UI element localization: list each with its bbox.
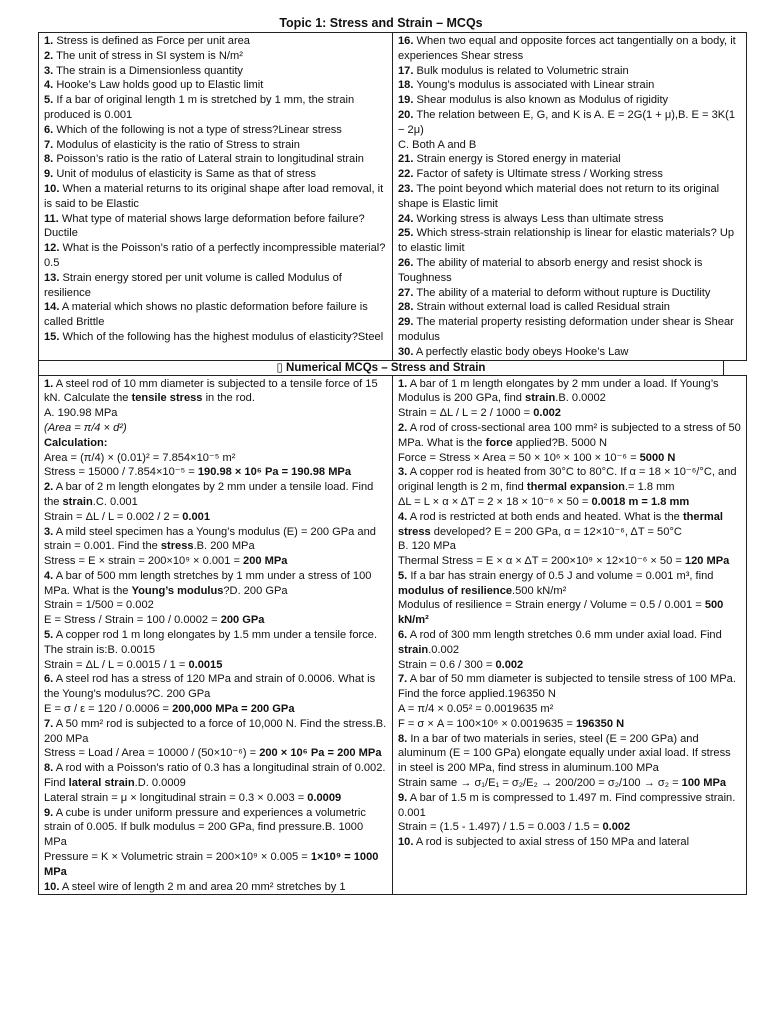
- question-item: [44, 300, 387, 330]
- question-number: 25.: [398, 227, 414, 240]
- numerical-line: [44, 525, 387, 555]
- numerical-line: [398, 539, 741, 554]
- question-text: Strain without external load is called Residual strain: [416, 301, 670, 314]
- numerical-line: [44, 465, 387, 480]
- numerical-line: [398, 717, 741, 732]
- bold-text: 4.: [398, 510, 408, 523]
- numerical-line: [44, 510, 387, 525]
- question-text: Modulus of elasticity is the ratio of Stress to strain: [56, 138, 300, 151]
- question-item: [398, 315, 741, 345]
- text-segment: .= 1.8 mm: [624, 481, 675, 494]
- text-segment: ΔL = L × α × ΔT = 2 × 18 × 10⁻⁶ × 50 =: [398, 495, 592, 508]
- text-segment: A rod of 300 mm length stretches 0.6 mm under axial load. Find: [407, 629, 722, 642]
- question-number: 9.: [44, 168, 54, 181]
- bold-text: strain: [525, 392, 556, 405]
- bold-text: 500 kN/m²: [398, 599, 724, 627]
- numerical-line: [44, 672, 387, 702]
- numerical-line: [44, 850, 387, 880]
- question-number: 19.: [398, 94, 414, 107]
- question-text: Strain energy stored per unit volume is called Modulus of resilience: [44, 271, 342, 299]
- question-item: [398, 34, 741, 64]
- text-segment: Force = Stress × Area = 50 × 10⁶ × 100 × 10⁻⁶ =: [398, 451, 640, 464]
- text-segment: A bar of 1 m length elongates by 2 mm under a load. If Young’s Modulus is 200 GPa, find: [398, 377, 719, 405]
- question-item: [44, 138, 387, 153]
- numerical-line: [398, 569, 741, 599]
- bold-text: 0.002: [533, 407, 561, 420]
- numerical-left-column: [39, 375, 393, 895]
- numerical-line: [44, 791, 387, 806]
- question-text: Bulk modulus is related to Volumetric strain: [416, 64, 629, 77]
- bold-text: 1.: [398, 377, 408, 390]
- numerical-line: [44, 554, 387, 569]
- text-segment: Thermal Stress = E × α × ΔT = 200×10⁹ × 12×10⁻⁶ × 50 =: [398, 555, 685, 568]
- bold-text: 3.: [398, 466, 408, 479]
- text-segment: .C. 0.001: [92, 495, 138, 508]
- text-segment: Stress = Load / Area = 10000 / (50×10⁻⁶) =: [44, 747, 260, 760]
- theory-left-column: [39, 33, 393, 361]
- question-number: 16.: [398, 35, 414, 47]
- question-number: 23.: [398, 182, 414, 195]
- question-item: [398, 345, 741, 360]
- bold-text: 0.0015: [188, 658, 223, 671]
- text-segment: applied?B. 5000 N: [512, 436, 608, 449]
- numerical-line: [398, 702, 741, 717]
- numerical-line: [398, 820, 741, 835]
- question-text: The ability of material to absorb energy and resist shock is Toughness: [398, 256, 703, 284]
- numerical-line: [44, 717, 387, 747]
- text-segment: A cube is under uniform pressure and experiences a volumetric strain of 0.005. If bulk modulus = 200 GPa, find pressure.B. 1000 MPa: [44, 806, 366, 849]
- question-number: 3.: [44, 64, 54, 77]
- text-segment: A rod is restricted at both ends and heated. What is the: [407, 510, 683, 523]
- bold-text: Calculation:: [44, 436, 108, 449]
- bold-text: 5.: [398, 569, 408, 582]
- numerical-line: [398, 672, 741, 702]
- text-segment: Strain = ΔL / L = 0.0015 / 1 =: [44, 658, 189, 671]
- question-number: 6.: [44, 123, 54, 136]
- question-item: [44, 330, 387, 345]
- bold-text: 8.: [44, 762, 54, 775]
- question-item: [44, 152, 387, 167]
- question-number: 18.: [398, 79, 414, 92]
- question-text: The strain is a Dimensionless quantity: [56, 64, 243, 77]
- question-text: The ability of a material to deform without rupture is Ductility: [416, 286, 711, 299]
- question-text: If a bar of original length 1 m is stretched by 1 mm, the strain produced is 0.001: [44, 94, 355, 121]
- numerical-section-title: ▯ Numerical MCQs – Stress and Strain: [38, 361, 724, 375]
- question-text: Factor of safety is Ultimate stress / Working stress: [416, 168, 663, 181]
- bold-text: force: [485, 436, 513, 449]
- numerical-line: [44, 746, 387, 761]
- bold-text: tensile stress: [131, 392, 203, 405]
- numerical-line: [44, 436, 387, 451]
- question-item: [398, 182, 741, 212]
- numerical-line: [398, 406, 741, 421]
- bold-text: strain: [62, 495, 93, 508]
- bold-text: 0.0009: [307, 791, 342, 804]
- numerical-line: [398, 510, 741, 540]
- text-segment: (Area = π/4 × d²): [44, 421, 127, 434]
- bold-text: 5.: [44, 629, 54, 642]
- numerical-line: [398, 465, 741, 495]
- question-number: 1.: [44, 35, 54, 47]
- question-item: [398, 138, 741, 153]
- question-text: The point beyond which material does not return to its original shape is Elastic limit: [398, 182, 720, 210]
- text-segment: In a bar of two materials in series, steel (E = 200 GPa) and aluminum (E = 100 GPa) elongate equally under axial load. If stress in steel is 200 MPa, find stress in aluminum.100 MPa: [398, 732, 731, 775]
- text-segment: Lateral strain = μ × longitudinal strain = 0.3 × 0.003 =: [44, 791, 308, 804]
- question-text: Stress is defined as Force per unit area: [56, 35, 250, 47]
- question-number: 12.: [44, 242, 60, 255]
- bold-text: 200,000 MPa = 200 GPa: [172, 703, 295, 716]
- numerical-line: [398, 791, 741, 821]
- question-item: [398, 167, 741, 182]
- numerical-line: [44, 377, 387, 407]
- question-number: 21.: [398, 153, 414, 166]
- question-text: Hooke’s Law holds good up to Elastic limit: [56, 79, 264, 92]
- question-number: 26.: [398, 256, 414, 269]
- question-item: [398, 78, 741, 93]
- question-text: A perfectly elastic body obeys Hooke’s Law: [415, 345, 629, 358]
- bold-text: 100 MPa: [681, 777, 727, 790]
- question-text: What is the Poisson’s ratio of a perfectly incompressible material?0.5: [44, 242, 386, 269]
- text-segment: .500 kN/m²: [512, 584, 567, 597]
- bold-text: 5000 N: [639, 451, 676, 464]
- question-text: What type of material shows large deformation before failure? Ductile: [44, 212, 365, 240]
- text-segment: Pressure = K × Volumetric strain = 200×10⁹ × 0.005 =: [44, 851, 311, 864]
- text-segment: A steel rod has a stress of 120 MPa and strain of 0.0006. What is the Young’s modulus?C. 200 GPa: [44, 673, 376, 701]
- theory-right-column: [393, 33, 747, 361]
- numerical-line: [398, 495, 741, 510]
- text-segment: A steel rod of 10 mm diameter is subjected to a tensile force of 15 kN. Calculate the: [44, 377, 378, 405]
- bold-text: 8.: [398, 732, 408, 745]
- bold-text: 6.: [44, 673, 54, 686]
- text-segment: Strain = (1.5 - 1.497) / 1.5 = 0.003 / 1.5 =: [398, 821, 603, 834]
- text-segment: A bar of 500 mm length stretches by 1 mm under a stress of 100 MPa. What is the: [44, 569, 372, 597]
- numerical-line: [44, 880, 387, 895]
- question-item: [44, 34, 387, 49]
- text-segment: A copper rod 1 m long elongates by 1.5 mm under a tensile force. The strain is:B. 0.0015: [44, 629, 378, 656]
- question-text: The material property resisting deformation under shear is Shear modulus: [398, 316, 734, 343]
- numerical-line: [44, 658, 387, 673]
- text-segment: A bar of 1.5 m is compressed to 1.497 m. Find compressive strain. 0.001: [398, 791, 736, 819]
- question-number: 10.: [44, 182, 60, 195]
- question-text: Unit of modulus of elasticity is Same as that of stress: [56, 168, 316, 181]
- question-item: [398, 256, 741, 286]
- question-item: [44, 64, 387, 79]
- bold-text: 7.: [398, 673, 408, 686]
- text-segment: A rod with a Poisson’s ratio of 0.3 has a longitudinal strain of 0.002. Find: [44, 762, 386, 790]
- numerical-line: [398, 598, 741, 628]
- text-segment: Stress = 15000 / 7.854×10⁻⁵ =: [44, 466, 198, 479]
- bold-text: 3.: [44, 525, 54, 538]
- numerical-line: [44, 702, 387, 717]
- text-segment: E = σ / ε = 120 / 0.0006 =: [44, 703, 173, 716]
- question-number: 29.: [398, 316, 414, 329]
- question-item: [398, 64, 741, 79]
- question-text: The relation between E, G, and K is A. E = 2G(1 + μ),B. E = 3K(1 − 2μ): [398, 108, 736, 136]
- numerical-line: [398, 628, 741, 658]
- question-item: [44, 167, 387, 182]
- text-segment: A bar of 2 m length elongates by 2 mm under a tensile load. Find the: [44, 481, 374, 508]
- text-segment: ?D. 200 GPa: [223, 584, 288, 597]
- text-segment: B. 120 MPa: [398, 540, 456, 553]
- question-text: Which of the following is not a type of stress?Linear stress: [56, 123, 342, 136]
- question-text: Poisson’s ratio is the ratio of Lateral strain to longitudinal strain: [56, 153, 364, 166]
- question-number: 11.: [44, 212, 59, 225]
- question-text: When a material returns to its original shape after load removal, it is said to be Elastic: [44, 182, 384, 210]
- question-item: [398, 108, 741, 138]
- text-segment: A copper rod is heated from 30°C to 80°C. If α = 18 × 10⁻⁶/°C, and original length is 2 m, find: [398, 466, 737, 494]
- text-segment: E = Stress / Strain = 100 / 0.0002 =: [44, 614, 221, 627]
- bold-text: 9.: [44, 806, 54, 819]
- question-item: [398, 93, 741, 108]
- question-item: [44, 78, 387, 93]
- bold-text: stress: [160, 540, 194, 553]
- text-segment: A = π/4 × 0.05² = 0.0019635 m²: [398, 703, 554, 716]
- numerical-line: [398, 451, 741, 466]
- question-number: 14.: [44, 301, 60, 314]
- question-text: Shear modulus is also known as Modulus of rigidity: [416, 94, 669, 107]
- page-title: Topic 1: Stress and Strain – MCQs: [279, 16, 483, 30]
- bold-text: strain: [398, 643, 429, 656]
- numerical-right-column: [393, 375, 747, 895]
- text-segment: If a bar has strain energy of 0.5 J and volume = 0.001 m³, find: [407, 569, 714, 582]
- text-segment: .B. 0.0002: [555, 392, 606, 405]
- bold-text: 4.: [44, 569, 54, 582]
- question-number: 28.: [398, 301, 414, 314]
- question-text: A material which shows no plastic deformation before failure is called Brittle: [44, 301, 368, 329]
- question-number: 2.: [44, 49, 54, 62]
- bold-text: 10.: [44, 880, 60, 893]
- text-segment: A bar of 50 mm diameter is subjected to tensile stress of 100 MPa. Find the force applied.196350 N: [398, 673, 736, 701]
- bold-text: thermal stress: [398, 510, 724, 538]
- bold-text: Young’s modulus: [131, 584, 224, 597]
- question-text: The unit of stress in SI system is N/m²: [56, 49, 243, 62]
- numerical-line: [398, 377, 741, 407]
- bold-text: lateral strain: [68, 777, 135, 790]
- question-item: [44, 93, 387, 123]
- text-segment: Stress = E × strain = 200×10⁹ × 0.001 =: [44, 555, 244, 568]
- question-item: [44, 241, 387, 271]
- question-text: Working stress is always Less than ultimate stress: [416, 212, 664, 225]
- question-item: [398, 212, 741, 227]
- question-number: 20.: [398, 108, 414, 121]
- question-text: Strain energy is Stored energy in material: [416, 153, 621, 166]
- question-item: [44, 123, 387, 138]
- question-number: 24.: [398, 212, 414, 225]
- question-item: [398, 300, 741, 315]
- bold-text: 6.: [398, 629, 408, 642]
- question-number: 8.: [44, 153, 54, 166]
- bold-text: 0.002: [495, 658, 524, 671]
- text-segment: A mild steel specimen has a Young’s modulus (E) = 200 GPa and strain = 0.001. Find the: [44, 525, 376, 553]
- question-item: [44, 49, 387, 64]
- numerical-line: [44, 421, 387, 436]
- text-segment: developed? E = 200 GPa, α = 12×10⁻⁶, ΔT = 50°C: [430, 525, 682, 538]
- text-segment: in the rod.: [202, 392, 255, 405]
- text-segment: .B. 200 MPa: [193, 540, 255, 553]
- question-number: 15.: [44, 330, 60, 343]
- text-segment: Strain = 0.6 / 300 =: [398, 658, 496, 671]
- text-segment: .0.002: [428, 643, 460, 656]
- bold-text: 10.: [398, 836, 414, 849]
- numerical-line: [44, 761, 387, 791]
- text-segment: A rod of cross-sectional area 100 mm² is subjected to a stress of 50 MPa. What is the: [398, 421, 741, 449]
- text-segment: Strain = ΔL / L = 0.002 / 2 =: [44, 510, 183, 523]
- text-segment: A steel wire of length 2 m and area 20 mm² stretches by 1: [59, 880, 346, 893]
- text-segment: Strain = 1/500 = 0.002: [44, 599, 154, 612]
- text-segment: Modulus of resilience = Strain energy / Volume = 0.5 / 0.001 =: [398, 599, 705, 612]
- bold-text: 0.002: [602, 821, 631, 834]
- numerical-line: [44, 806, 387, 850]
- bold-text: 9.: [398, 791, 408, 804]
- question-number: 5.: [44, 94, 54, 107]
- question-item: [398, 286, 741, 301]
- numerical-line: [398, 554, 741, 569]
- question-number: 27.: [398, 286, 414, 299]
- bold-text: 200 GPa: [220, 614, 265, 627]
- numerical-line: [44, 569, 387, 599]
- bold-text: 1×10⁹ = 1000 MPa: [44, 851, 379, 878]
- bold-text: 2.: [44, 481, 54, 494]
- numerical-line: [44, 406, 387, 421]
- question-number: 4.: [44, 79, 54, 92]
- bold-text: 7.: [44, 717, 54, 730]
- bold-text: 200 × 10⁶ Pa = 200 MPa: [259, 747, 382, 760]
- text-segment: A 50 mm² rod is subjected to a force of 10,000 N. Find the stress.B. 200 MPa: [44, 717, 387, 745]
- bold-text: modulus of resilience: [398, 584, 513, 597]
- numerical-line: [398, 732, 741, 776]
- bold-text: 1.: [44, 377, 54, 390]
- question-text: Which stress-strain relationship is linear for elastic materials? Up to elastic limit: [398, 227, 735, 255]
- bold-text: 120 MPa: [684, 555, 730, 568]
- theory-mcq-table: [38, 32, 747, 361]
- numerical-line: [44, 451, 387, 466]
- question-item: [44, 212, 387, 242]
- question-number: 17.: [398, 64, 414, 77]
- numerical-line: [398, 835, 741, 850]
- question-number: 7.: [44, 138, 54, 151]
- bold-text: 0.001: [182, 510, 211, 523]
- question-text: C. Both A and B: [398, 138, 477, 151]
- question-text: Young’s modulus is associated with Linear strain: [416, 79, 655, 92]
- bold-text: 190.98 × 10⁶ Pa = 190.98 MPa: [197, 466, 351, 479]
- bold-text: thermal expansion: [526, 481, 625, 494]
- text-segment: Strain same → σ₁/E₁ = σ₂/E₂ → 200/200 = σ₂/100 → σ₂ =: [398, 777, 682, 790]
- numerical-line: [398, 421, 741, 451]
- question-number: 13.: [44, 271, 60, 284]
- numerical-line: [398, 658, 741, 673]
- numerical-line: [398, 776, 741, 791]
- bold-text: 200 MPa: [243, 555, 288, 568]
- text-segment: A. 190.98 MPa: [44, 407, 118, 420]
- text-segment: .D. 0.0009: [134, 777, 186, 790]
- numerical-line: [44, 628, 387, 658]
- text-segment: Strain = ΔL / L = 2 / 1000 =: [398, 407, 534, 420]
- text-segment: Area = (π/4) × (0.01)² = 7.854×10⁻⁵ m²: [44, 451, 236, 464]
- question-number: 30.: [398, 345, 414, 358]
- bold-text: 2.: [398, 421, 408, 434]
- numerical-line: [44, 598, 387, 613]
- page: [38, 14, 741, 895]
- text-segment: A rod is subjected to axial stress of 150 MPa and lateral: [413, 836, 690, 849]
- question-item: [44, 182, 387, 212]
- question-item: [44, 271, 387, 301]
- question-text: When two equal and opposite forces act tangentially on a body, it experiences Shear stress: [398, 35, 736, 62]
- bold-text: 0.0018 m = 1.8 mm: [591, 495, 690, 508]
- question-text: Which of the following has the highest modulus of elasticity?Steel: [62, 330, 384, 343]
- numerical-line: [44, 480, 387, 510]
- question-number: 22.: [398, 168, 414, 181]
- question-item: [398, 226, 741, 256]
- numerical-line: [44, 613, 387, 628]
- text-segment: F = σ × A = 100×10⁶ × 0.0019635 =: [398, 717, 576, 730]
- question-item: [398, 152, 741, 167]
- numerical-mcq-table: [38, 375, 747, 896]
- bold-text: 196350 N: [575, 717, 625, 730]
